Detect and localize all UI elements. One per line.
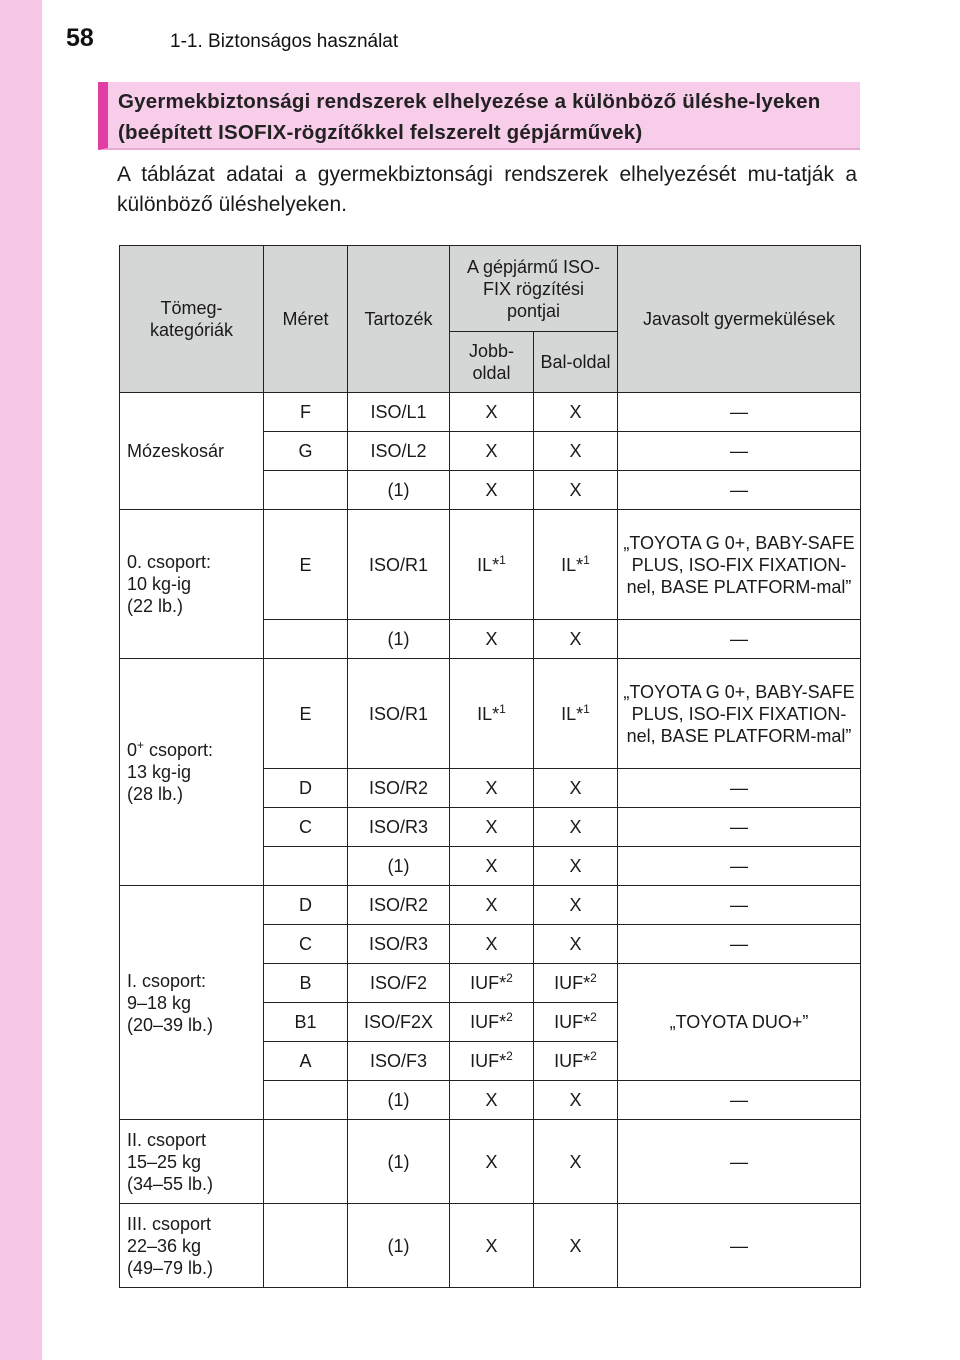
right-cell: X	[450, 808, 534, 847]
left-cell	[534, 1003, 618, 1042]
left-cell	[534, 659, 618, 769]
page-number: 58	[66, 24, 94, 52]
size-cell	[264, 471, 348, 510]
right-cell	[450, 1003, 534, 1042]
footnote-mark: 2	[590, 1049, 597, 1063]
left-value: IUF*	[554, 1012, 591, 1032]
recommended-cell: —	[618, 1081, 861, 1120]
fixture-cell: (1)	[348, 847, 450, 886]
fixture-cell: ISO/R1	[348, 659, 450, 769]
header-right-side: Jobb-oldal	[450, 332, 534, 393]
footnote-mark: 2	[590, 971, 597, 985]
footnote-mark: 1	[499, 552, 506, 567]
recommended-cell: —	[618, 1204, 861, 1288]
right-cell: X	[450, 925, 534, 964]
size-cell: A	[264, 1042, 348, 1081]
right-value: IL*	[477, 703, 500, 724]
side-color-strip	[0, 0, 42, 1360]
fixture-cell: ISO/R1	[348, 510, 450, 620]
recommended-cell: —	[618, 393, 861, 432]
group-plus-mark: +	[137, 738, 145, 752]
fixture-cell: ISO/R2	[348, 769, 450, 808]
header-size: Méret	[264, 246, 348, 393]
left-cell: X	[534, 847, 618, 886]
fixture-cell: (1)	[348, 1204, 450, 1288]
recommended-cell: —	[618, 769, 861, 808]
group-weight: 10 kg-ig	[127, 574, 192, 594]
table-row	[120, 1204, 861, 1288]
right-cell: X	[450, 1120, 534, 1204]
left-cell: X	[534, 925, 618, 964]
recommended-cell: —	[618, 925, 861, 964]
group-label: 0. csoport:	[127, 552, 212, 572]
fixture-cell: (1)	[348, 1120, 450, 1204]
left-cell: X	[534, 393, 618, 432]
fixture-cell: (1)	[348, 620, 450, 659]
table-row	[120, 393, 861, 432]
group-weight-lb: (49–79 lb.)	[127, 1257, 214, 1278]
group-label: III. csoport	[127, 1213, 212, 1234]
fixture-cell: (1)	[348, 1081, 450, 1120]
left-cell	[534, 510, 618, 620]
right-value: IL*	[477, 554, 500, 575]
size-cell: G	[264, 432, 348, 471]
table-row	[120, 510, 861, 620]
left-cell: X	[534, 1081, 618, 1120]
recommended-cell: —	[618, 471, 861, 510]
fixture-cell: ISO/F3	[348, 1042, 450, 1081]
footnote-mark: 2	[506, 1049, 513, 1063]
fixture-cell: (1)	[348, 471, 450, 510]
size-cell	[264, 1204, 348, 1288]
recommended-cell: —	[618, 886, 861, 925]
group-label: Mózeskosár	[127, 441, 225, 461]
right-cell	[450, 659, 534, 769]
right-cell: X	[450, 471, 534, 510]
fixture-cell: ISO/F2	[348, 964, 450, 1003]
size-cell: B1	[264, 1003, 348, 1042]
fixture-cell: ISO/R3	[348, 925, 450, 964]
left-value: IUF*	[554, 973, 591, 993]
table-row	[120, 659, 861, 769]
left-value: IL*	[561, 703, 584, 724]
header-left-side: Bal-oldal	[534, 332, 618, 393]
group-label: II. csoport	[127, 1129, 207, 1150]
right-cell	[450, 964, 534, 1003]
fixture-cell: ISO/F2X	[348, 1003, 450, 1042]
group-cell	[120, 659, 264, 886]
footnote-mark: 1	[499, 701, 506, 716]
size-cell	[264, 1120, 348, 1204]
table-row	[120, 1120, 861, 1204]
left-cell: X	[534, 808, 618, 847]
group-word: csoport:	[144, 740, 214, 760]
footnote-mark: 2	[506, 971, 513, 985]
group-weight: 13 kg-ig	[127, 762, 192, 782]
group-weight: 15–25 kg	[127, 1151, 202, 1172]
right-cell: X	[450, 886, 534, 925]
running-title: 1-1. Biztonságos használat	[170, 31, 399, 52]
header-weight-category: Tömeg-kategóriák	[120, 246, 264, 393]
left-cell: X	[534, 620, 618, 659]
group-weight-lb: (28 lb.)	[127, 784, 184, 804]
child-seat-table	[119, 245, 861, 1288]
left-cell: X	[534, 471, 618, 510]
left-cell: X	[534, 1120, 618, 1204]
right-cell: X	[450, 393, 534, 432]
left-cell: X	[534, 432, 618, 471]
left-cell: X	[534, 1204, 618, 1288]
right-value: IUF*	[470, 973, 507, 993]
group-cell	[120, 510, 264, 659]
size-cell	[264, 1081, 348, 1120]
recommended-cell: —	[618, 432, 861, 471]
recommended-cell: —	[618, 1120, 861, 1204]
group-number: 0	[127, 740, 138, 760]
size-cell: B	[264, 964, 348, 1003]
right-value: IUF*	[470, 1012, 507, 1032]
footnote-mark: 2	[506, 1010, 513, 1024]
size-cell	[264, 620, 348, 659]
left-value: IL*	[561, 554, 584, 575]
fixture-cell: ISO/R3	[348, 808, 450, 847]
left-cell	[534, 1042, 618, 1081]
size-cell	[264, 847, 348, 886]
group-weight-lb: (22 lb.)	[127, 596, 184, 616]
left-cell: X	[534, 886, 618, 925]
group-cell	[120, 1120, 264, 1204]
fixture-cell: ISO/L2	[348, 432, 450, 471]
size-cell: D	[264, 769, 348, 808]
right-cell: X	[450, 847, 534, 886]
group-weight-lb: (34–55 lb.)	[127, 1173, 214, 1194]
footnote-mark: 1	[583, 701, 590, 716]
group-label: I. csoport:	[127, 970, 207, 991]
left-cell	[534, 964, 618, 1003]
header-isofix-points: A gépjármű ISO-FIX rögzítési pontjai	[450, 246, 618, 332]
group-cell	[120, 886, 264, 1120]
footnote-mark: 1	[583, 552, 590, 567]
size-cell: C	[264, 808, 348, 847]
group-weight-lb: (20–39 lb.)	[127, 1014, 214, 1035]
recommended-cell: „TOYOTA DUO+”	[618, 964, 861, 1081]
size-cell: D	[264, 886, 348, 925]
right-cell: X	[450, 432, 534, 471]
group-cell	[120, 393, 264, 510]
right-value: IUF*	[470, 1051, 507, 1071]
group-weight: 9–18 kg	[127, 992, 192, 1013]
section-title: Gyermekbiztonsági rendszerek elhelyezése a különböző üléshe-lyeken (beépített ISOFIX-rögzítőkkel felszerelt gépjárművek)	[118, 90, 821, 144]
left-cell: X	[534, 769, 618, 808]
recommended-cell: —	[618, 847, 861, 886]
recommended-cell: —	[618, 620, 861, 659]
right-cell: X	[450, 620, 534, 659]
right-cell	[450, 510, 534, 620]
recommended-cell: —	[618, 808, 861, 847]
size-cell: E	[264, 659, 348, 769]
footnote-mark: 2	[590, 1010, 597, 1024]
left-value: IUF*	[554, 1051, 591, 1071]
group-cell	[120, 1204, 264, 1288]
table-row	[120, 886, 861, 925]
size-cell: F	[264, 393, 348, 432]
section-title-box	[98, 82, 860, 150]
right-cell	[450, 1042, 534, 1081]
header-fixture: Tartozék	[348, 246, 450, 393]
fixture-cell: ISO/R2	[348, 886, 450, 925]
right-cell: X	[450, 1081, 534, 1120]
size-cell: C	[264, 925, 348, 964]
header-recommended-seats: Javasolt gyermekülések	[618, 246, 861, 393]
size-cell: E	[264, 510, 348, 620]
right-cell: X	[450, 769, 534, 808]
group-label	[127, 739, 259, 761]
recommended-cell: „TOYOTA G 0+, BABY-SAFE PLUS, ISO-FIX FIXATION-nel, BASE PLATFORM-mal”	[618, 510, 861, 620]
fixture-cell: ISO/L1	[348, 393, 450, 432]
group-weight: 22–36 kg	[127, 1235, 202, 1256]
right-cell: X	[450, 1204, 534, 1288]
intro-paragraph: A táblázat adatai a gyermekbiztonsági rendszerek elhelyezését mu-tatják a különböző üléshelyeken.	[117, 163, 857, 216]
recommended-cell: „TOYOTA G 0+, BABY-SAFE PLUS, ISO-FIX FIXATION-nel, BASE PLATFORM-mal”	[618, 659, 861, 769]
